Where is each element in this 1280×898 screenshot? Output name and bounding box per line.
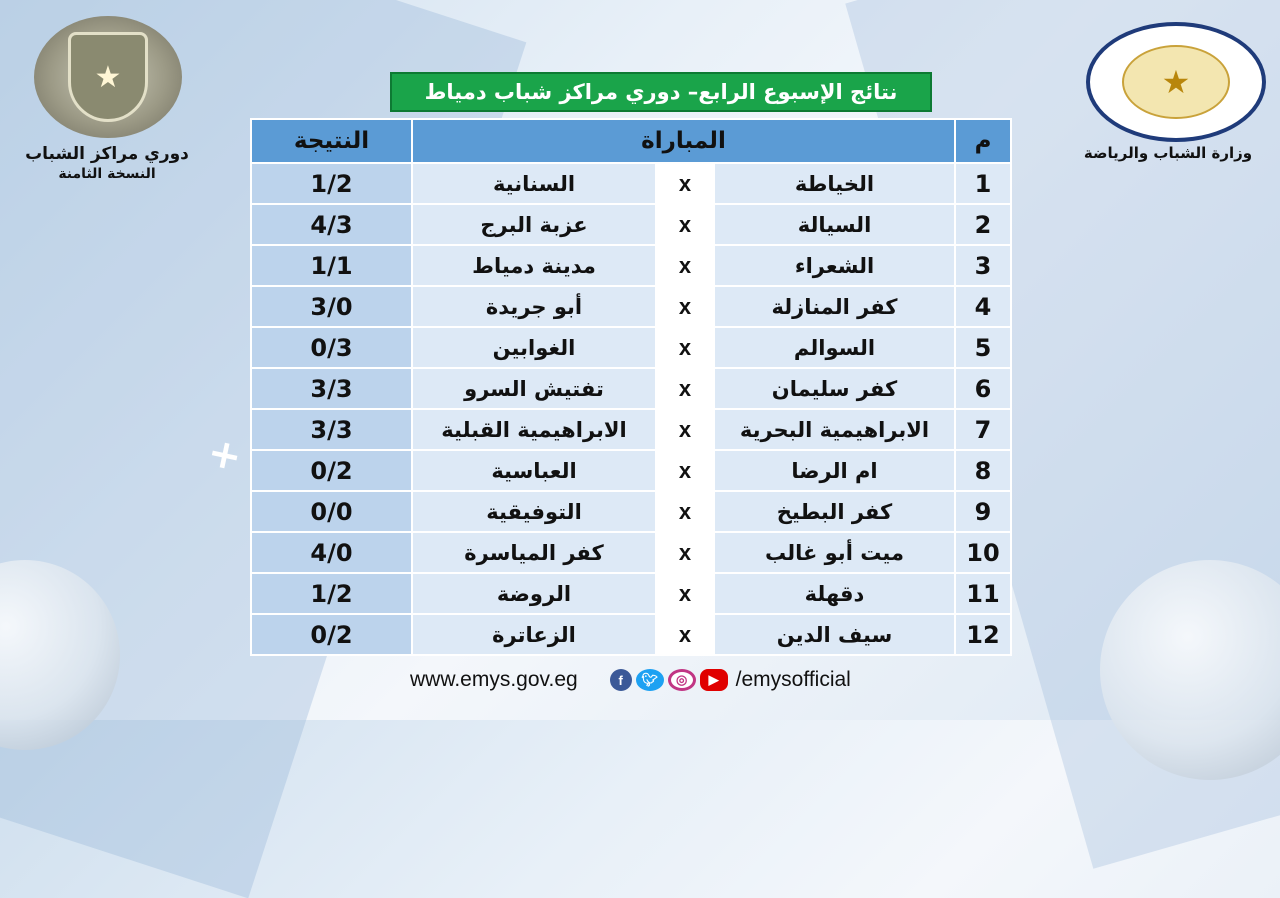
header-num: م (955, 119, 1011, 163)
match-score: 1/2 (251, 163, 412, 204)
match-score: 3/3 (251, 409, 412, 450)
home-team: كفر سليمان (714, 368, 955, 409)
row-number: 7 (955, 409, 1011, 450)
match-score: 0/2 (251, 450, 412, 491)
away-team: عزبة البرج (412, 204, 656, 245)
away-team: الزعاترة (412, 614, 656, 655)
table-row (251, 409, 1011, 450)
table-row (251, 614, 1011, 655)
football-image (0, 560, 120, 750)
away-team: السنانية (412, 163, 656, 204)
match-score: 3/0 (251, 286, 412, 327)
match-score: 1/2 (251, 573, 412, 614)
match-score: 4/3 (251, 204, 412, 245)
versus-mark: x (656, 491, 714, 532)
versus-mark: x (656, 450, 714, 491)
header-match: المباراة (412, 119, 955, 163)
table-row (251, 327, 1011, 368)
versus-mark: x (656, 286, 714, 327)
football-image (1100, 560, 1280, 780)
home-team: الخياطة (714, 163, 955, 204)
youtube-icon[interactable]: ▶ (700, 669, 728, 691)
table-row (251, 245, 1011, 286)
away-team: مدينة دمياط (412, 245, 656, 286)
versus-mark: x (656, 532, 714, 573)
match-score: 0/3 (251, 327, 412, 368)
league-edition: النسخة الثامنة (58, 166, 156, 182)
home-team: سيف الدين (714, 614, 955, 655)
versus-mark: x (656, 327, 714, 368)
table-row (251, 450, 1011, 491)
home-team: الابراهيمية البحرية (714, 409, 955, 450)
table-header-row (251, 119, 1011, 163)
match-score: 3/3 (251, 368, 412, 409)
table-row (251, 286, 1011, 327)
table-row (251, 532, 1011, 573)
match-score: 1/1 (251, 245, 412, 286)
versus-mark: x (656, 204, 714, 245)
home-team: ام الرضا (714, 450, 955, 491)
away-team: الابراهيمية القبلية (412, 409, 656, 450)
social-handle[interactable]: /emysofficial (735, 668, 851, 691)
home-team: ميت أبو غالب (714, 532, 955, 573)
plus-decoration-icon: + (203, 429, 246, 481)
eagle-emblem-icon: ★ (1122, 45, 1230, 119)
table-row (251, 204, 1011, 245)
match-score: 0/0 (251, 491, 412, 532)
ministry-caption: وزارة الشباب والرياضة (1083, 144, 1253, 162)
versus-mark: x (656, 614, 714, 655)
away-team: التوفيقية (412, 491, 656, 532)
versus-mark: x (656, 573, 714, 614)
versus-mark: x (656, 409, 714, 450)
row-number: 1 (955, 163, 1011, 204)
match-score: 0/2 (251, 614, 412, 655)
footer (410, 664, 930, 696)
home-team: كفر البطيخ (714, 491, 955, 532)
away-team: العباسية (412, 450, 656, 491)
league-caption (0, 144, 214, 184)
row-number: 10 (955, 532, 1011, 573)
page-title: نتائج الإسبوع الرابع– دوري مراكز شباب دمياط (390, 72, 932, 112)
versus-mark: x (656, 245, 714, 286)
header-result: النتيجة (251, 119, 412, 163)
away-team: الغوابين (412, 327, 656, 368)
away-team: كفر المياسرة (412, 532, 656, 573)
home-team: السوالم (714, 327, 955, 368)
row-number: 9 (955, 491, 1011, 532)
shield-icon: ★ (68, 32, 148, 122)
table-row (251, 163, 1011, 204)
home-team: كفر المنازلة (714, 286, 955, 327)
versus-mark: x (656, 163, 714, 204)
results-table (250, 118, 1012, 656)
twitter-icon[interactable]: 🐦︎ (636, 669, 664, 691)
row-number: 12 (955, 614, 1011, 655)
away-team: أبو جريدة (412, 286, 656, 327)
home-team: السيالة (714, 204, 955, 245)
league-name: دوري مراكز الشباب (25, 144, 189, 164)
table-row (251, 368, 1011, 409)
table-row (251, 491, 1011, 532)
row-number: 5 (955, 327, 1011, 368)
website-link[interactable]: www.emys.gov.eg (410, 668, 578, 691)
row-number: 8 (955, 450, 1011, 491)
home-team: الشعراء (714, 245, 955, 286)
match-score: 4/0 (251, 532, 412, 573)
away-team: تفتيش السرو (412, 368, 656, 409)
row-number: 4 (955, 286, 1011, 327)
row-number: 11 (955, 573, 1011, 614)
league-logo (34, 16, 182, 138)
row-number: 2 (955, 204, 1011, 245)
ministry-logo (1086, 22, 1266, 142)
instagram-icon[interactable]: ◎ (668, 669, 696, 691)
social-icons (610, 669, 728, 691)
home-team: دقهلة (714, 573, 955, 614)
away-team: الروضة (412, 573, 656, 614)
facebook-icon[interactable]: f (610, 669, 632, 691)
table-row (251, 573, 1011, 614)
row-number: 6 (955, 368, 1011, 409)
versus-mark: x (656, 368, 714, 409)
row-number: 3 (955, 245, 1011, 286)
